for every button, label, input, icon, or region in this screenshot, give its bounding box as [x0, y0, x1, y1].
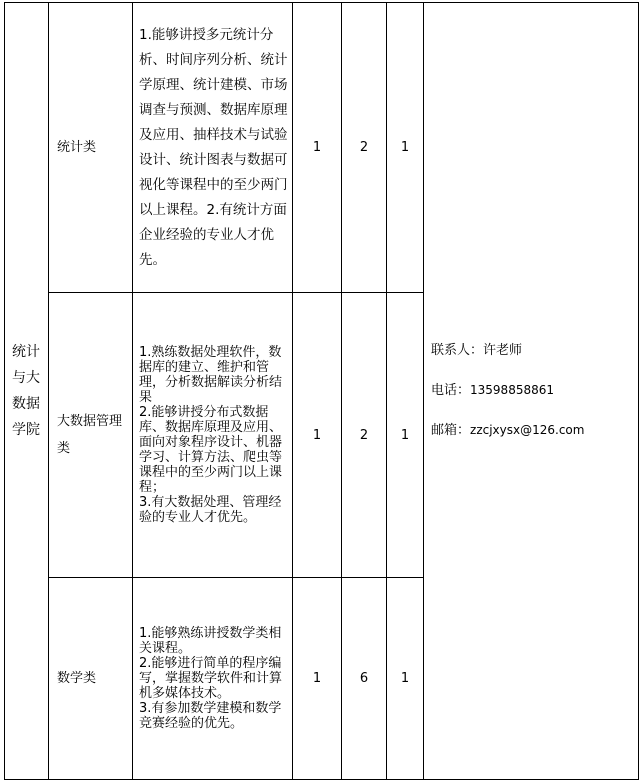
- count-cell: 2: [342, 293, 387, 578]
- requirements-text: 1.能够讲授多元统计分析、时间序列分析、统计学原理、统计建模、市场调查与预测、数据库原理及应用、抽样技术与试验设计、统计图表与数据可视化等课程中的至少两门以上课程。2.有统计方面企业经验的专业人才优先。: [139, 26, 288, 268]
- recruitment-table: [4, 2, 639, 780]
- contact-phone-label: 电话：: [431, 383, 471, 398]
- major-name: 统计类: [57, 140, 97, 155]
- contact-phone-value: 13598858861: [470, 383, 554, 397]
- contact-person-value: 许老师: [483, 343, 523, 358]
- major-name: 大数据管理类: [57, 414, 123, 456]
- contact-email: [431, 422, 638, 439]
- count-cell: 2: [342, 3, 387, 293]
- count-cell: 1: [387, 578, 424, 780]
- contact-email-label: 邮箱：: [431, 423, 471, 438]
- table-row: [5, 3, 639, 293]
- count-cell: 6: [342, 578, 387, 780]
- requirements-text: 1.熟练数据处理软件，数据库的建立、维护和管理，分析数据解读分析结果 2.能够讲授分布式数据库、数据库原理及应用、面向对象程序设计、机器学习、计算方法、爬虫等课程中的至少两门以上课程； 3.有大数据处理、管理经验的专业人才优先。: [139, 345, 283, 525]
- major-cell: [49, 293, 133, 578]
- requirements-cell: [133, 3, 293, 293]
- contact-person: [431, 343, 638, 359]
- college-name: 统计与大数据学院: [12, 344, 40, 438]
- major-name: 数学类: [57, 671, 97, 686]
- contact-phone: [431, 382, 638, 399]
- requirements-cell: [133, 578, 293, 780]
- count-cell: 1: [293, 578, 342, 780]
- college-cell: [5, 3, 49, 780]
- contact-cell: [424, 3, 639, 780]
- contact-person-label: 联系人：: [431, 343, 484, 358]
- count-cell: 1: [387, 293, 424, 578]
- major-cell: [49, 3, 133, 293]
- count-cell: 1: [293, 3, 342, 293]
- requirements-text: 1.能够熟练讲授数学类相关课程。 2.能够进行简单的程序编写，掌握数学软件和计算机多媒体技术。 3.有参加数学建模和数学竞赛经验的优先。: [139, 626, 283, 731]
- count-cell: 1: [387, 3, 424, 293]
- contact-email-value: zzcjxysx@126.com: [470, 423, 585, 437]
- requirements-cell: [133, 293, 293, 578]
- major-cell: [49, 578, 133, 780]
- count-cell: 1: [293, 293, 342, 578]
